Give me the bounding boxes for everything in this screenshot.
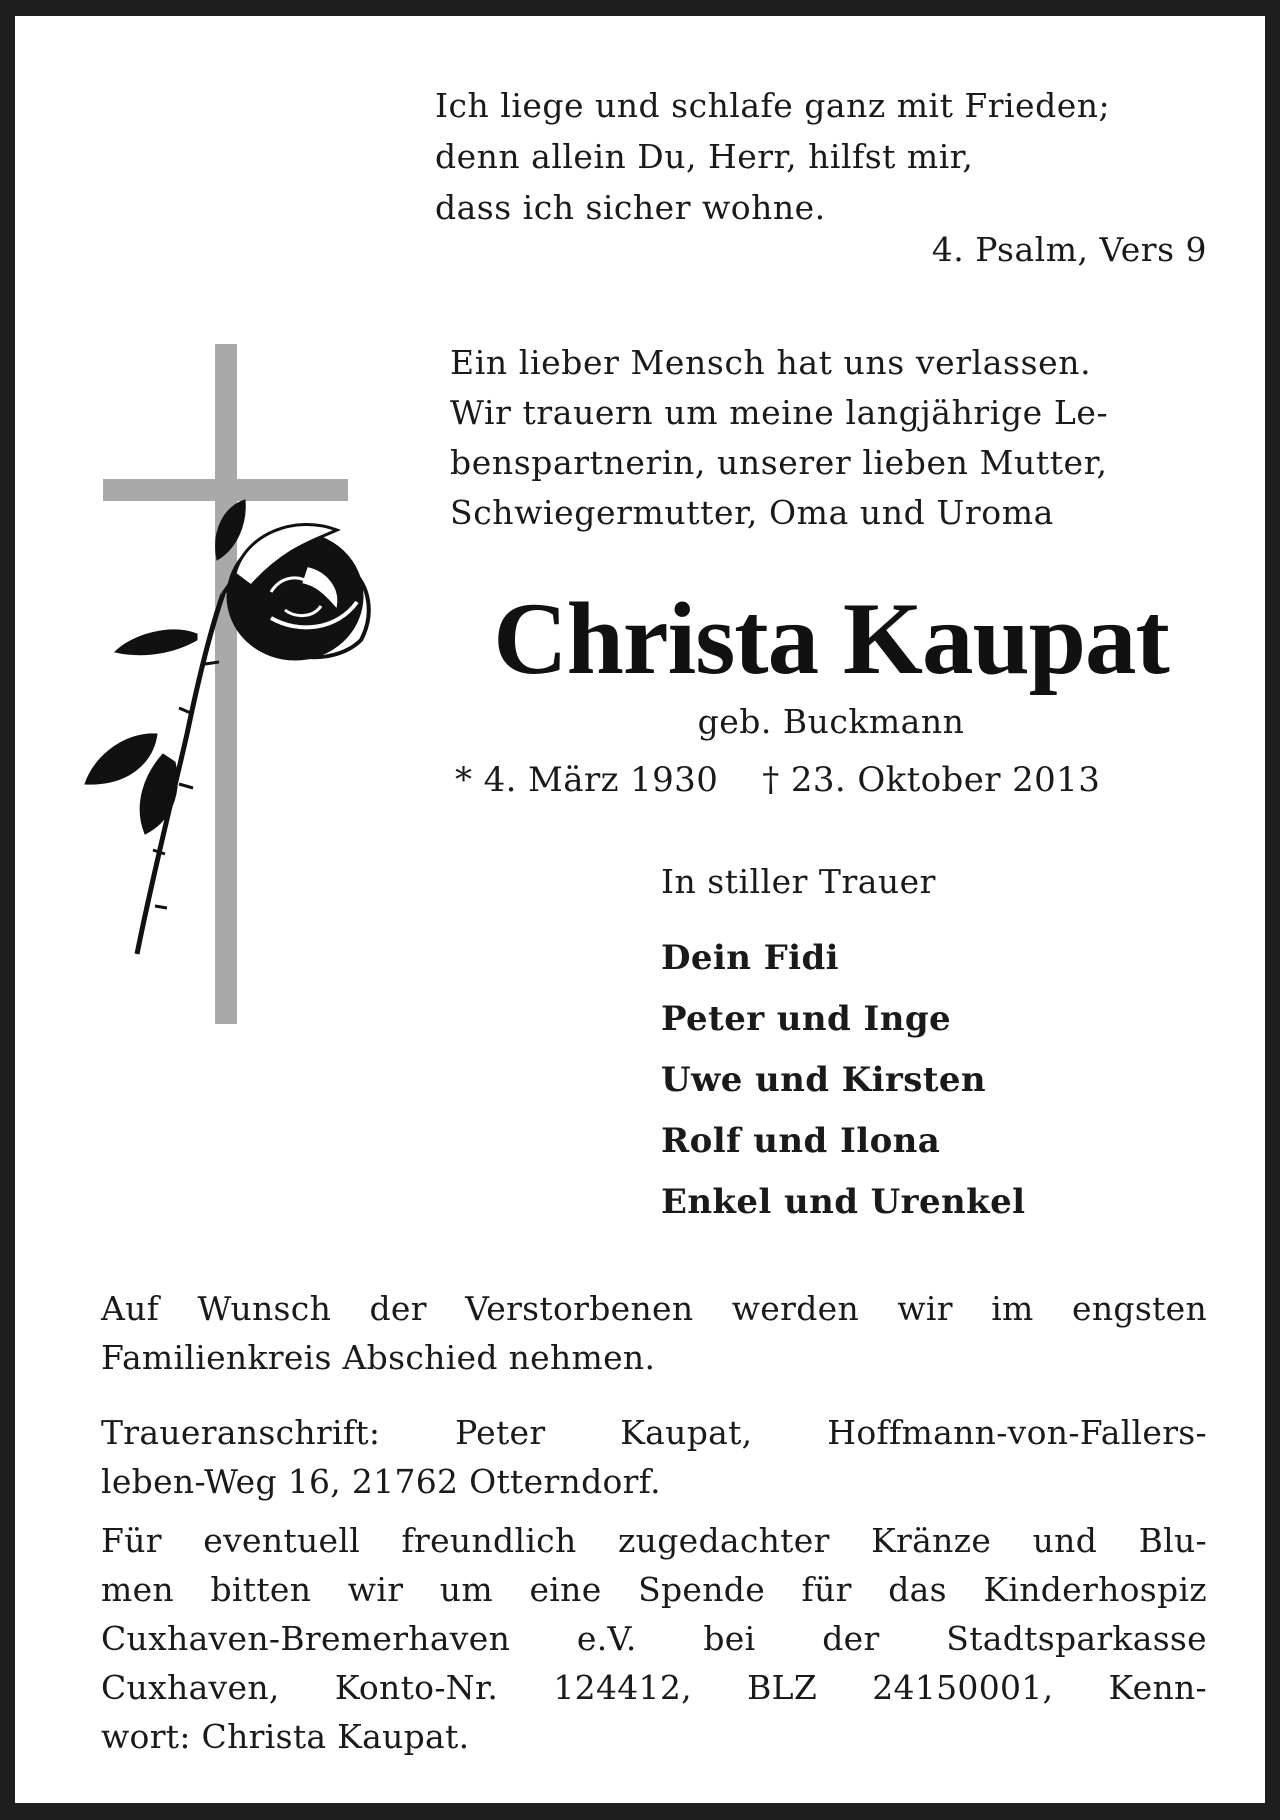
intro-line: Schwiegermutter, Oma und Uroma [450,493,1054,532]
intro-line: benspartnerin, unserer lieben Mutter, [450,443,1108,482]
farewell-notice [101,1284,1207,1382]
life-dates [455,760,1215,800]
intro-line: Wir trauern um meine langjährige Le- [450,393,1109,432]
notice-line: Traueranschrift: Peter Kaupat, Hoffmann-von-Fallers- [101,1413,1207,1452]
verse-line: Ich liege und schlafe ganz mit Frieden; [435,86,1111,125]
notice-line: Für eventuell freundlich zugedachter Kränze und Blu- [101,1521,1207,1560]
notice-line: Familienkreis Abschied nehmen. [101,1338,656,1377]
notice-line: men bitten wir um eine Spende für das Kinderhospiz [101,1570,1207,1609]
notice-line: Cuxhaven, Konto-Nr. 124412, BLZ 24150001, Kenn- [101,1668,1207,1707]
cross-and-rose-image [75,334,435,1034]
birth-date: * 4. März 1930 [455,760,719,800]
verse-line: denn allein Du, Herr, hilfst mir, [435,137,974,176]
birth-name: geb. Buckmann [697,702,965,741]
donation-notice [101,1516,1207,1761]
notice-line: Auf Wunsch der Verstorbenen werden wir im engsten [101,1289,1207,1328]
notice-line: wort: Christa Kaupat. [101,1717,470,1756]
deceased-name: Christa Kaupat [493,582,1169,696]
mourner-name: Uwe und Kirsten [661,1060,987,1100]
mourning-heading: In stiller Trauer [661,862,936,901]
notice-line: Cuxhaven-Bremerhaven e.V. bei der Stadtsparkasse [101,1619,1207,1658]
notice-line: leben-Weg 16, 21762 Otterndorf. [101,1462,661,1501]
cross-icon [103,344,348,1024]
intro-line: Ein lieber Mensch hat uns verlassen. [450,343,1092,382]
mourner-name: Dein Fidi [661,938,839,978]
verse-line: dass ich sicher wohne. [435,188,826,227]
death-date: † 23. Oktober 2013 [762,760,1101,800]
mourning-address [101,1408,1207,1506]
mourner-name: Peter und Inge [661,999,952,1039]
verse-reference: 4. Psalm, Vers 9 [931,230,1207,269]
psalm-verse [435,80,1215,233]
mourner-name: Rolf und Ilona [661,1121,941,1161]
intro-text [450,338,1220,538]
mourners-list [661,928,1221,1233]
mourner-name: Enkel und Urenkel [661,1182,1026,1222]
